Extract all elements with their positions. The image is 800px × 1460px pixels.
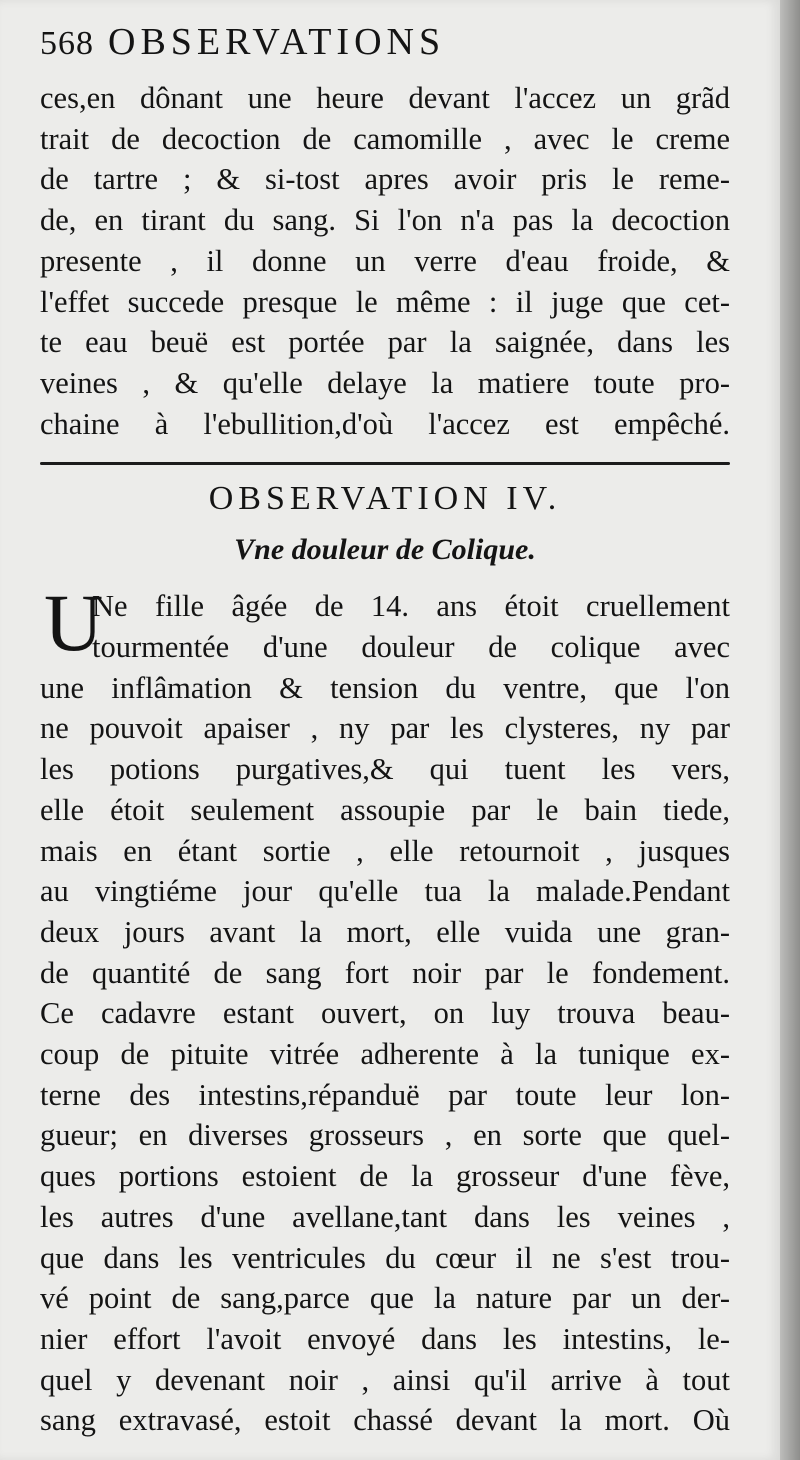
text-line: ques portions estoient de la grosseur d'une fève, <box>40 1159 730 1194</box>
text-line: vé point de sang,parce que la nature par un der- <box>40 1281 730 1316</box>
text-line: de, en tirant du sang. Si l'on n'a pas la decoction <box>40 203 730 238</box>
text-line: veines , & qu'elle delaye la matiere toute pro- <box>40 365 730 400</box>
text-line: terne des intestins,répanduë par toute leur lon- <box>40 1077 730 1112</box>
text-line: Ce cadavre estant ouvert, on luy trouva beau- <box>40 996 730 1031</box>
text-line: gueur; en diverses grosseurs , en sorte que quel- <box>40 1118 730 1153</box>
page-gutter <box>780 0 800 1460</box>
text-line: les autres d'une avellane,tant dans les veines , <box>40 1199 730 1234</box>
text-line: une inflâmation & tension du ventre, que l'on <box>40 670 730 705</box>
text-line: Ne fille âgée de 14. ans étoit cruellement <box>92 589 730 624</box>
text-line: tourmentée d'une douleur de colique avec <box>92 630 730 665</box>
section-heading: OBSERVATION IV. <box>208 480 562 518</box>
text-line: chaine à l'ebullition,d'où l'accez est empêché. <box>40 406 730 441</box>
text-line: l'effet succede presque le même : il juge que cet- <box>40 284 730 319</box>
section-subtitle: Vne douleur de Colique. <box>234 533 536 567</box>
text-line: mais en étant sortie , elle retournoit , jusques <box>40 833 730 868</box>
text-line: ne pouvoit apaiser , ny par les clysteres, ny par <box>40 711 730 746</box>
text-line: deux jours avant la mort, elle vuida une gran- <box>40 914 730 949</box>
section-divider <box>40 460 730 466</box>
observation-paragraph <box>40 577 730 1441</box>
page-number: 568 <box>40 25 94 62</box>
continuation-text <box>40 78 730 444</box>
page-text <box>40 20 730 1441</box>
running-head <box>40 20 730 78</box>
text-line: nier effort l'avoit envoyé dans les intestins, le- <box>40 1321 730 1356</box>
text-line: de quantité de sang fort noir par le fondement. <box>40 955 730 990</box>
text-line: au vingtiéme jour qu'elle tua la malade.Pendant <box>40 874 730 909</box>
text-line: presente , il donne un verre d'eau froide, & <box>40 243 730 278</box>
text-line: que dans les ventricules du cœur il ne s'est trou- <box>40 1240 730 1275</box>
text-line: quel y devenant noir , ainsi qu'il arrive à tout <box>40 1362 730 1397</box>
text-line: elle étoit seulement assoupie par le bain tiede, <box>40 792 730 827</box>
drop-cap: U <box>44 577 104 669</box>
text-line: coup de pituite vitrée adherente à la tunique ex- <box>40 1037 730 1072</box>
text-line: de tartre ; & si-tost apres avoir pris le reme- <box>40 162 730 197</box>
text-line: les potions purgatives,& qui tuent les vers, <box>40 752 730 787</box>
running-title: OBSERVATIONS <box>108 21 446 63</box>
text-line: ces,en dônant une heure devant l'accez un grãd <box>40 81 730 115</box>
text-line: te eau beuë est portée par la saignée, dans les <box>40 325 730 360</box>
text-line: sang extravasé, estoit chassé devant la mort. Où <box>40 1403 730 1438</box>
text-line: trait de decoction de camomille , avec le creme <box>40 121 730 156</box>
